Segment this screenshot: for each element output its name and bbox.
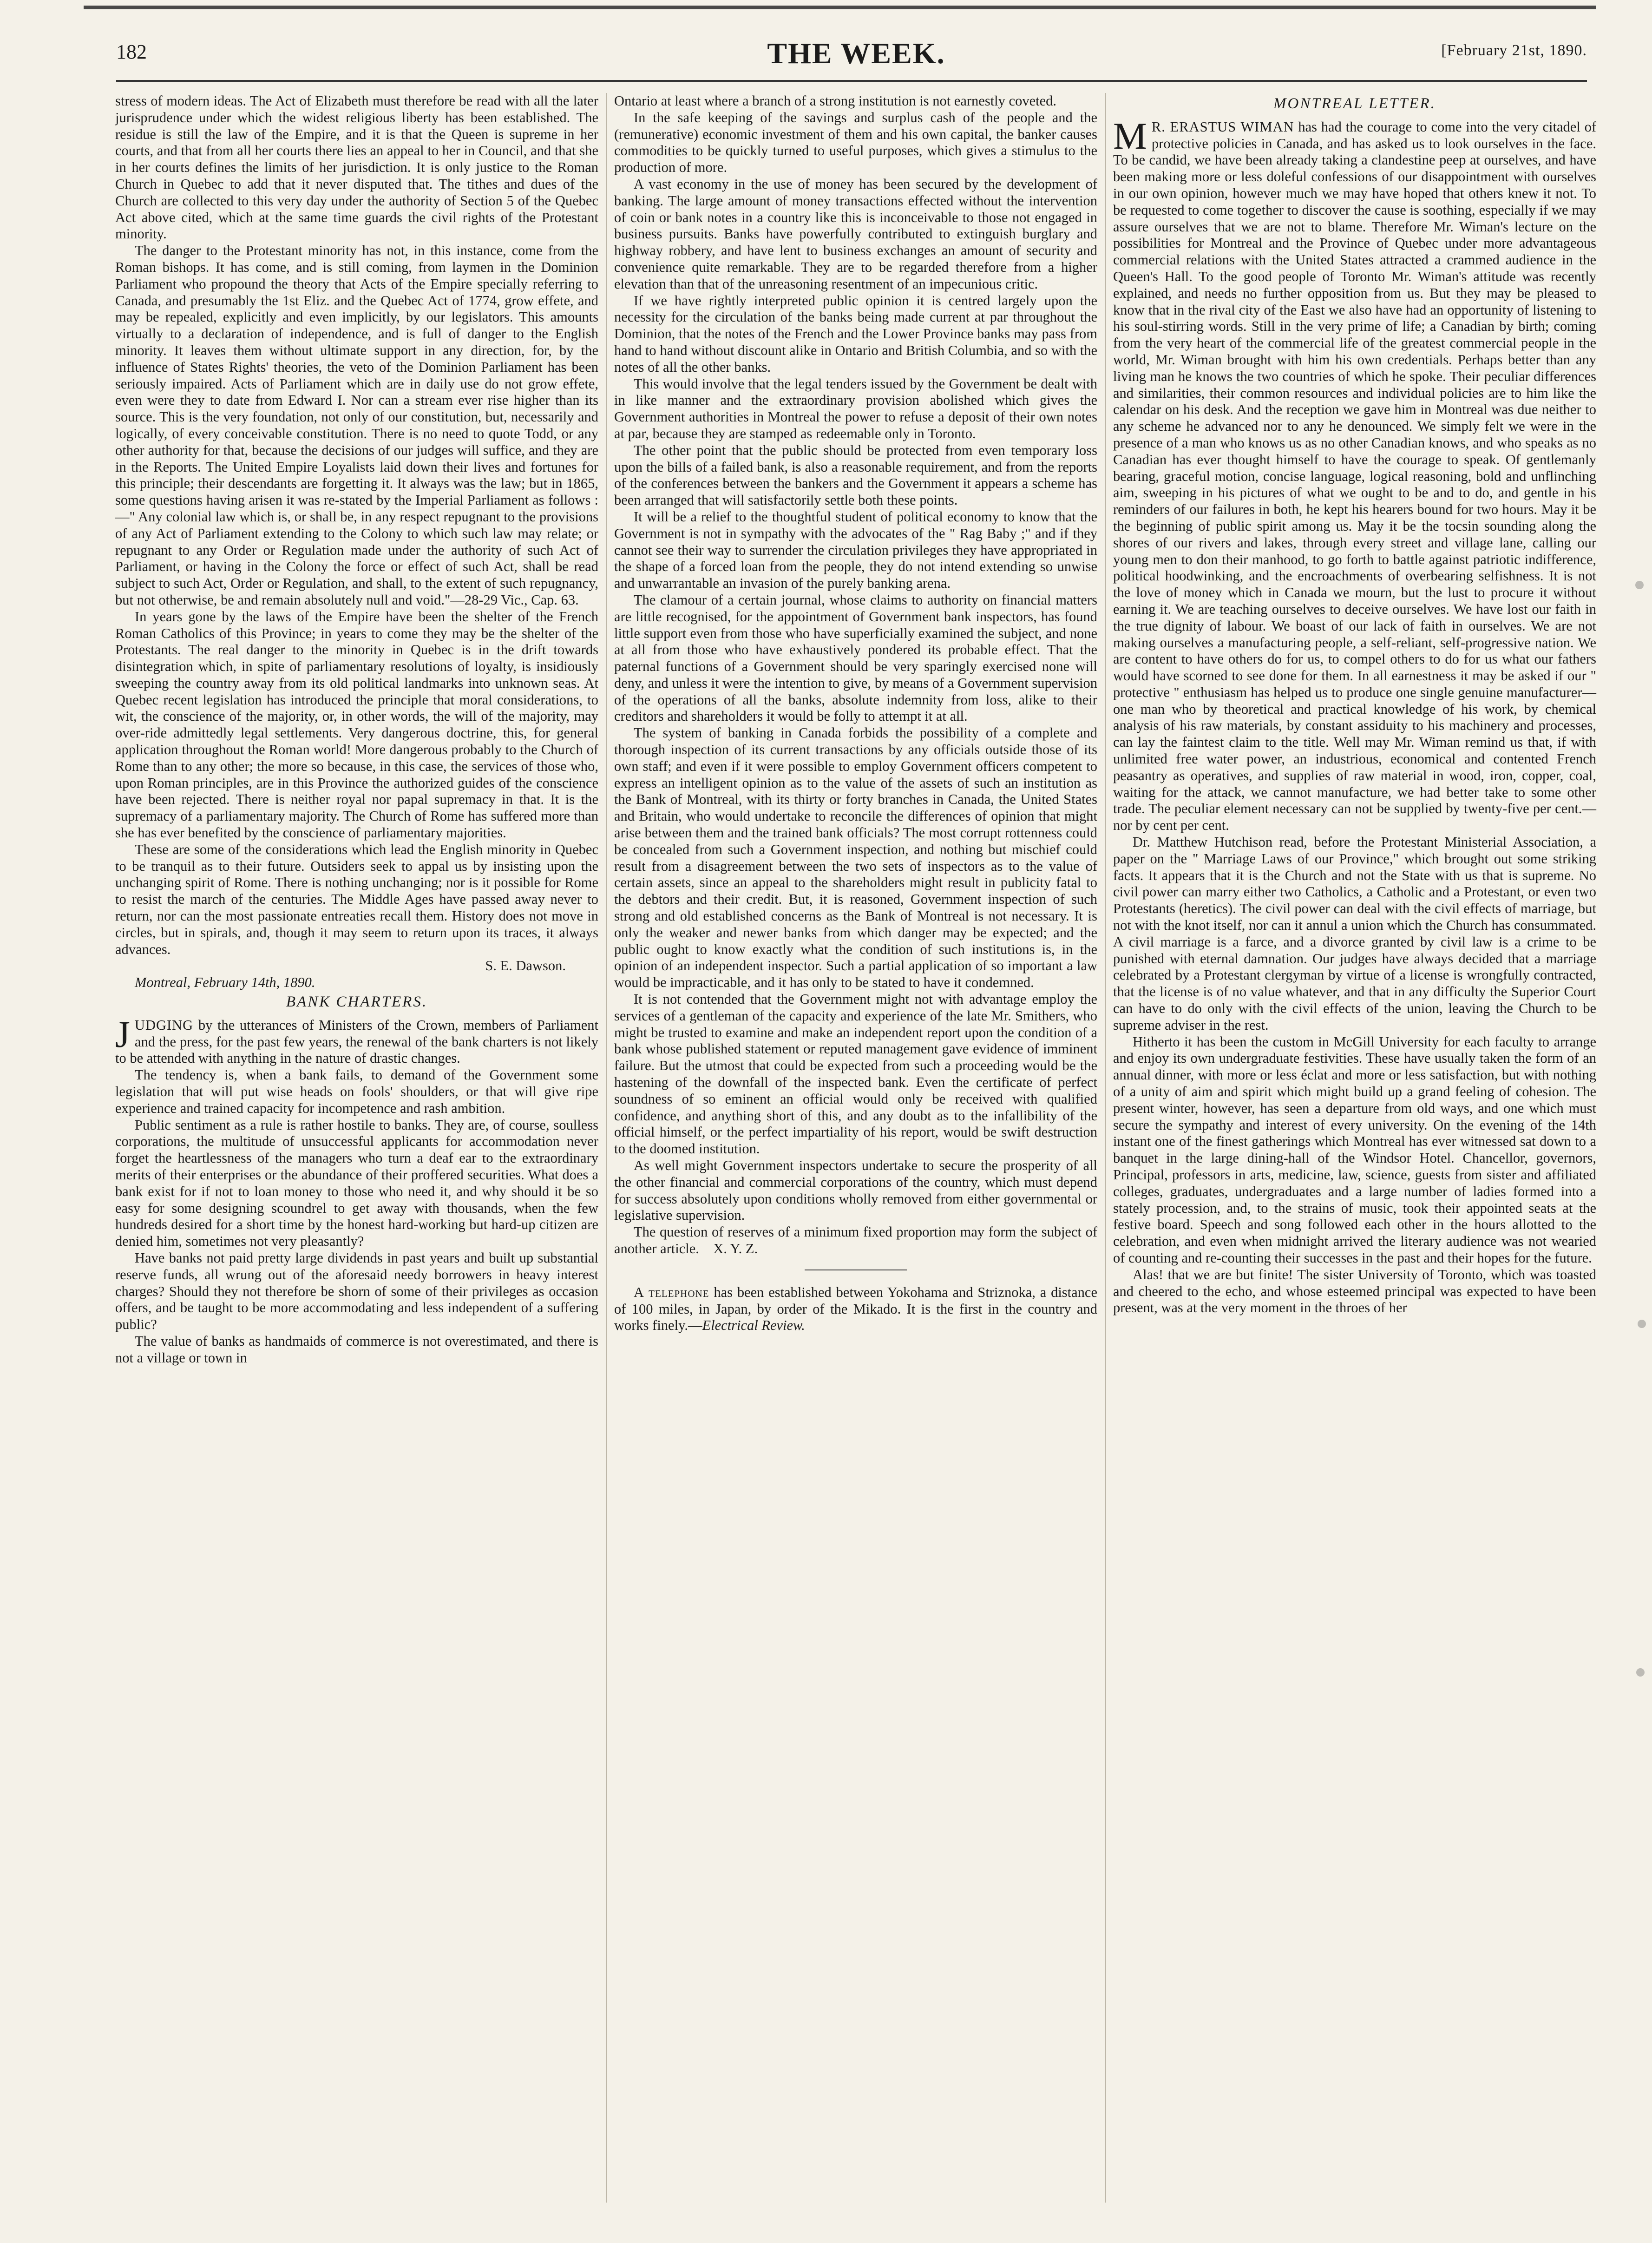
author-signature: X. Y. Z.: [713, 1240, 758, 1256]
article-paragraph: The danger to the Protestant minority has not, in this instance, come from the Roman bishops. It has come, and is still coming, from laymen in the Dominion Parliament who propound the theory that Acts of the Empire specially referring to Canada, and presumably the 1st Eliz. and the Quebec Act of 1774, grow effete, and may be repealed, explicitly and even implicitly, by our legislators. This amounts virtually to a declaration of independence, and is full of danger to the English minority. It leaves them without ultimate support in any direction, for, by the influence of States Rights' theories, the veto of the Dominion Parliament has been seriously impaired. Acts of Parliament which are in daily use do not grow effete, even were they to date from Edward I. Nor can a stream ever rise higher than its source. This is the very foundation, not only of our constitution, but, necessarily and logically, of every conceivable constitution. There is no need to quote Todd, or any other authority for that, because the decisions of our judges will suffice, and they are in the Reports. The United Empire Loyalists laid down their lives and fortunes for this principle; their descendants are forgetting it. It always was the law; but in 1865, some questions having arisen it was re-stated by the Imperial Parliament as follows :—" Any colonial law which is, or shall be, in any respect repugnant to the provisions of any Act of Parliament extending to the Colony to which such law may relate; or repugnant to any Order or Regulation made under the authority of such Act of Parliament, or having in the Colony the force or effect of such Act, shall be read subject to such Act, Order or Regulation, and shall, to the extent of such repugnancy, but not otherwise, be and remain absolutely null and void."—28-29 Vic., Cap. 63.: [115, 243, 598, 608]
article-paragraph: The tendency is, when a bank fails, to demand of the Government some legislation that will put wise heads on fools' shoulders, or that will give ripe experience and trained capacity for incompetence and rash ambition.: [115, 1067, 598, 1116]
drop-cap: J: [115, 1013, 130, 1055]
column-2: [614, 93, 1097, 1334]
masthead-title: THE WEEK.: [767, 37, 945, 70]
article-paragraph: As well might Government inspectors undertake to secure the prosperity of all the other financial and commercial corporations of the country, which must depend for success absolutely upon conditions wholly removed from either governmental or legislative supervision.: [614, 1158, 1097, 1223]
article-paragraph: A vast economy in the use of money has been secured by the development of banking. The large amount of money transactions effected without the intervention of coin or bank notes in a country like this is inconceivable to those not engaged in business pursuits. Banks have powerfully contributed to extinguish burglary and highway robbery, and have lent to business exchanges an amount of security and convenience quite remarkable. They are to be regarded therefore from a higher elevation than that of the unreasoning resentment of an impecunious critic.: [614, 176, 1097, 292]
article-paragraph: If we have rightly interpreted public opinion it is centred largely upon the necessity for the circulation of the banks being made current at par throughout the Dominion, that the notes of the French and the Lower Province banks may pass from hand to hand without discount alike in Ontario and British Columbia, and so with the notes of all the other banks.: [614, 292, 1097, 375]
note-lead: A telephone: [634, 1284, 709, 1300]
top-edge-rule: [84, 6, 1596, 9]
column-1: [115, 93, 598, 1367]
article-paragraph: Hitherto it has been the custom in McGill University for each faculty to arrange and enjoy its own undergraduate festivities. These have usually taken the form of an annual dinner, with more or less éclat and more or less satisfaction, but with nothing of a unity of aim and spirit which might build up a grand feeling of cohesion. The present winter, however, has seen a departure from old ways, and one which must secure the sympathy and interest of every university. On the evening of the 14th instant one of the finest gatherings which Montreal has ever witnessed sat down to a banquet in the large dining-hall of the Windsor Hotel. Chancellor, governors, Principal, professors in arts, medicine, law, science, guests from sister and affiliated colleges, graduates, undergraduates and a large number of ladies formed into a stately procession, and, to the strains of music, took their appointed seats at the festive board. Speech and song followed each other in the hours allotted to the celebration, and even when midnight arrived the literary audience was not wearied of counting and re-counting their successes in the past and their hopes for the future.: [1113, 1033, 1596, 1266]
page-header: [116, 37, 1596, 77]
note-text: has been established between Yokohama and Striznoka, a distance of 100 miles, in Japan, by order of the Mikado. It is the first in the country and works finely.—: [614, 1284, 1097, 1334]
lead-in-text: UDGING: [134, 1017, 194, 1033]
article-paragraph: It is not contended that the Government might not with advantage employ the services of a gentleman of the capacity and experience of the late Mr. Smithers, who might be trusted to examine and make an independent report upon the condition of a bank whose published statement or reputed management gave evidence of imminent failure. But the utmost that could be expected from such a proceeding would be the hastening of the downfall of the inspected bank. Even the certificate of perfect soundness of so eminent an official would only be received with qualified confidence, and anything short of this, and any doubt as to the infallibility of the official himself, or the perfect impartiality of his report, would be swift destruction to the doomed institution.: [614, 991, 1097, 1157]
closing-text: The question of reserves of a minimum fixed proportion may form the subject of another article.: [614, 1224, 1097, 1256]
header-rule: [116, 80, 1587, 82]
article-paragraph: Dr. Matthew Hutchison read, before the Protestant Ministerial Association, a paper on the " Marriage Laws of our Province," which brought out some striking facts. It appears that it is the Church and not the State with us that is supreme. No civil power can marry either two Catholics, a Catholic and a Protestant, or even two Protestants (heretics). The civil power can deal with the civil effects of marriage, but not with the knot itself, nor can it annul a union which the Church has consummated. A civil marriage is a farce, and a divorce granted by civil law is a crime to be punished with eternal damnation. Our judges have always decided that a marriage celebrated by a Protestant clergyman by virtue of a license is wrongfully contracted, that the license is of no value whatever, and that in any difficulty the Superior Court can have to do only with the civil effects of the union, leaving the Church to be supreme adviser in the rest.: [1113, 834, 1596, 1033]
article-paragraph: Alas! that we are but finite! The sister University of Toronto, which was toasted and cheered to the echo, and whose esteemed principal was expected to have been present, was at the very moment in the throes of her: [1113, 1266, 1596, 1316]
montreal-letter-opening: [1113, 114, 1596, 834]
article-paragraph: In years gone by the laws of the Empire have been the shelter of the French Roman Catholics of this Province; in years to come they may be the shelter of the Protestants. The real danger to the minority in Quebec is in the drift towards disintegration which, in spite of parliamentary resolutions of loyalty, is insidiously sweeping the country away from its old political landmarks into unknown seas. At Quebec recent legislation has introduced the principle that moral considerations, to wit, the conscience of the majority, or, in other words, the will of the majority, may over-ride admittedly legal settlements. Very dangerous doctrine, this, for general application throughout the Roman world! More dangerous probably to the Church of Rome than to any other; the more so because, in this case, the services of those who, upon Roman principles, are in this Province the authorized guides of the conscience have been rejected. There is neither royal nor papal supremacy in that. It is the supremacy of a parliamentary majority. The Church of Rome has suffered more than she has ever benefited by the conscience of parliamentary majorities.: [115, 608, 598, 841]
page-number: 182: [116, 40, 147, 63]
article-paragraph: The system of banking in Canada forbids the possibility of a complete and thorough inspection of its current transactions by any officials outside those of its own staff; and even if it were possible to employ Government officers competent to express an intelligent opinion as to the value of the assets of such an institution as the Bank of Montreal, with its thirty or forty branches in Canada, the United States and Britain, who would undertake to reconcile the differences of opinion that might arise between them and the trained bank officials? The most corrupt rottenness could be concealed from such a Government inspection, and nothing but mischief could result from a disagreement between the two sets of inspectors as to the value of certain assets, since an appeal to the shareholders might result in publicity fatal to the debtors and their credit. But, it is reasoned, Government inspection of such strong and old established concerns as the Bank of Montreal is not necessary. It is only the weaker and newer banks from which danger may be expected; and the public ought to know exactly what the condition of such institutions is, in the opinion of an independent inspector. Such a partial application of so important a law would be impracticable, and it has only to be stated to have it condemned.: [614, 725, 1097, 991]
article-paragraph: These are some of the considerations which lead the English minority in Quebec to be tranquil as to their future. Outsiders seek to appal us by insisting upon the unchanging spirit of Rome. There is nothing unchanging; nor is it possible for Rome to resist the march of the centuries. The Middle Ages have passed away never to return, nor can the most passionate entreaties recall them. History does not move in circles, but in spirals, and, though it may seem to return upon its traces, it always advances.: [115, 841, 598, 957]
article-paragraph: This would involve that the legal tenders issued by the Government be dealt with in like manner and the extraordinary provision abolished which gives the Government authorities in Montreal the power to refuse a deposit of their own notes at par, because they are stamped as redeemable only in Toronto.: [614, 375, 1097, 441]
article-paragraph: The clamour of a certain journal, whose claims to authority on financial matters are little recognised, for the appointment of Government bank inspectors, has found little support even from those who have superficially examined the subject, and none at all from those who have exhaustively pondered its probable effect. That the paternal functions of a Government should be very sparingly exercised none will deny, and unless it were the intention to give, by means of a Government supervision of the operations of all the banks, absolute indemnity from loss, alike to their creditors and shareholders it would be folly to attempt it at all.: [614, 592, 1097, 724]
column-gutter-2: [1105, 93, 1106, 2203]
article-paragraph: The value of banks as handmaids of commerce is not overestimated, and there is not a village or town in: [115, 1333, 598, 1366]
bank-charters-opening: [115, 1013, 598, 1067]
note-source: Electrical Review.: [702, 1317, 805, 1334]
opening-text: by the utterances of Ministers of the Crown, members of Parliament and the press, for the past few years, the renewal of the bank charters is not likely to be attended with anything in the nature of drastic changes.: [115, 1017, 598, 1066]
article-paragraph: [614, 1224, 1097, 1257]
lead-in-text: R. ERASTUS WIMAN: [1151, 118, 1294, 135]
margin-smudge: [1635, 581, 1644, 589]
article-paragraph: The other point that the public should be protected from even temporary loss upon the bills of a failed bank, is also a reasonable requirement, and from the reports of the conferences between the bankers and the Government it appears a scheme has been arranged that will satisfactorily settle both these points.: [614, 442, 1097, 508]
telephone-note: [614, 1284, 1097, 1334]
article-dateline: Montreal, February 14th, 1890.: [135, 974, 315, 991]
opening-text: has had the courage to come into the very citadel of protective policies in Canada, and has asked us to look ourselves in the face. To be candid, we have been already taking a clandestine peep at ourselves, and have been making more or less doleful confessions of our disappointment with ourselves in our own opinion, however much we may have hoped that others knew it not. To be requested to come together to discover the cause is soothing, especially if we may assure ourselves that we are not to blame. Therefore Mr. Wiman's lecture on the possibilities for Montreal and the Province of Quebec under more advantageous commercial relations with the United States attracted a crammed audience in the Queen's Hall. To the good people of Toronto Mr. Wiman's attitude was recently explained, and needs no further opposition from us. But they may be pleased to know that in the rival city of the East we also have had an opportunity of listening to his soul-stirring words. Still in the very prime of life; a Canadian by birth; coming from the very heart of the commercial life of the greatest commercial people in the world, Mr. Wiman brought with him his own credentials. Perhaps better than any living man he knows the two countries of which he spoke. Their peculiar differences and similarities, their common resources and individual policies are to him like the calendar on his desk. And the reception we gave him in Montreal was due neither to any scheme he advanced nor to any he denounced. We simply felt we were in the presence of a man who knows us as no other Canadian knows, and who speaks as no Canadian has ever thought himself to have the courage to speak. Of gentlemanly bearing, graceful motion, concise language, logical reasoning, bold and unflinching aim, sweeping in his pictures of what we ought to be and to do, and gentle in his reminders of our failures in both, he kept his hearers bound for two hours. May it be the beginning of public spirit among us. May it be the tocsin sounding along the shores of our rivers and lakes, through every street and village lane, calling our young men to don their manhood, to go forth to battle against patriotic indifference, political hoodwinking, and the encroachments of overbearing selfishness. It is not the love of money which in Canada we mourn, but the lust to procure it without earning it. We are teaching ourselves to deceive ourselves. We have lost our faith in the true dignity of labour. We boast of our lack of faith in ourselves. We are not making ourselves a manufacturing people, a self-reliant, self-progressive nation. We are content to have others do for us, to compel others to do for us what our fathers would have scorned to see done for them. In all earnestness it may be asked if our " protective " enthusiasm has helped us to produce one single genuine manufacturer—one man who by theoretical and practical knowledge of his work, by chemical analysis of his raw materials, by constant assiduity to his machinery and processes, can lay the faintest claim to the title. Well may Mr. Wiman remind us that, if with unlimited free water power, an industrious, economical and contented French peasantry as operatives, and supplies of raw material in wood, iron, copper, coal, waiting for the attack, we cannot manufacture, we had better take to some other trade. The peculiar element necessary can not be supplied by twenty-five per cent.—nor by cent per cent.: [1113, 118, 1596, 834]
column-3: [1113, 93, 1596, 1316]
issue-date: [February 21st, 1890.: [1441, 42, 1587, 59]
montreal-letter-title: MONTREAL LETTER.: [1273, 95, 1436, 112]
article-paragraph: Have banks not paid pretty large dividends in past years and built up substantial reserve funds, all wrung out of the aforesaid needy borrowers in heavy interest charges? Should they not therefore be shorn of some of their privileges as occasion offers, and be taught to be more accommodating and less independent of a suffering public?: [115, 1250, 598, 1333]
section-divider: [805, 1269, 907, 1270]
column-gutter-1: [606, 93, 607, 2203]
article-paragraph: Public sentiment as a rule is rather hostile to banks. They are, of course, soulless corporations, the multitude of unsuccessful applicants for accommodation never forget the heartlessness of the managers who turn a deaf ear to the extraordinary merits of their enterprises or the abundance of their proffered securities. What does a bank exist for if not to loan money to those who need it, and why should it be so easy for some designing scoundrel to get away with thousands, when the few hundreds desired for a short time by the honest hard-working but hard-up citizen are denied him, sometimes not very pleasantly?: [115, 1117, 598, 1250]
article-paragraph: stress of modern ideas. The Act of Elizabeth must therefore be read with all the later jurisprudence under which the widest religious liberty has been established. The residue is still the law of the Empire, and it is that the Queen is supreme in her courts, and that from all her courts there lies an appeal to her in Council, and that she in her courts defines the limits of her jurisdiction. It is only justice to the Roman Church in Quebec to add that it never disputed that. The tithes and dues of the Church are collected to this very day under the authority of Section 5 of the Quebec Act above cited, which at the same time guards the civil rights of the Protestant minority.: [115, 93, 598, 242]
margin-smudge: [1638, 1320, 1646, 1328]
article-paragraph: It will be a relief to the thoughtful student of political economy to know that the Government is not in sympathy with the advocates of the " Rag Baby ;" and if they cannot see their way to surrender the circulation privileges they have appropriated in the shape of a forced loan from the people, they do not intend extending so unwise and unwarrantable an invasion of the purely banking arena.: [614, 508, 1097, 592]
margin-smudge: [1636, 1668, 1645, 1677]
author-signature: S. E. Dawson.: [485, 958, 566, 974]
article-paragraph: Ontario at least where a branch of a strong institution is not earnestly coveted.: [614, 93, 1056, 109]
bank-charters-title: BANK CHARTERS.: [286, 993, 428, 1011]
drop-cap: M: [1113, 114, 1147, 157]
article-paragraph: In the safe keeping of the savings and surplus cash of the people and the (remunerative) economic investment of them and his own capital, the banker causes commodities to be quickly turned to useful purposes, which gives a stimulus to the production of more.: [614, 109, 1097, 176]
